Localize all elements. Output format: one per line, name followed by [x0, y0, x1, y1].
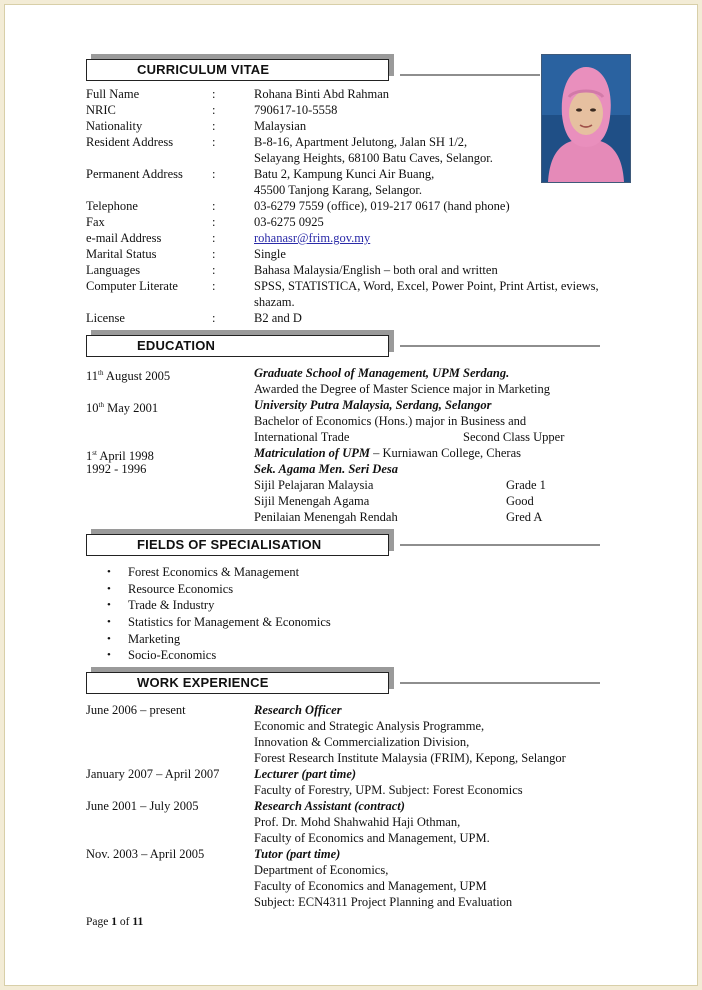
- education-detail: Bachelor of Economics (Hons.) major in Business and: [254, 414, 527, 428]
- work-title: Research Officer: [254, 703, 342, 717]
- colon: :: [212, 135, 216, 149]
- work-detail: Faculty of Economics and Management, UPM.: [254, 831, 490, 845]
- value-fax: 03-6275 0925: [254, 215, 324, 229]
- work-detail: Subject: ECN4311 Project Planning and Evaluation: [254, 895, 513, 909]
- work-detail: Innovation & Commercialization Division,: [254, 735, 470, 749]
- work-detail: Faculty of Economics and Management, UPM: [254, 879, 487, 893]
- work-detail: Faculty of Forestry, UPM. Subject: Forest Economics: [254, 783, 523, 797]
- education-date: 10th May 2001: [86, 401, 159, 416]
- exam-grade: Grade 1: [506, 478, 546, 492]
- colon: :: [212, 247, 216, 261]
- colon: :: [212, 215, 216, 229]
- work-date: June 2006 – present: [86, 703, 186, 717]
- education-institution: Sek. Agama Men. Seri Desa: [254, 462, 398, 476]
- list-item: Statistics for Management & Economics: [128, 615, 331, 629]
- bullet-icon: •: [107, 583, 111, 595]
- education-institution: University Putra Malaysia, Serdang, Selangor: [254, 398, 492, 412]
- exam-name: Penilaian Menengah Rendah: [254, 510, 398, 524]
- label-computer-literate: Computer Literate: [86, 279, 178, 293]
- value-languages: Bahasa Malaysia/English – both oral and written: [254, 263, 498, 277]
- exam-name: Sijil Menengah Agama: [254, 494, 370, 508]
- label-fax: Fax: [86, 215, 105, 229]
- section-header-education: EDUCATION: [86, 335, 389, 357]
- section-rule: [400, 682, 600, 684]
- value-resident-address-line1: B-8-16, Apartment Jelutong, Jalan SH 1/2,: [254, 135, 468, 149]
- bullet-icon: •: [107, 633, 111, 645]
- work-detail: Department of Economics,: [254, 863, 389, 877]
- colon: :: [212, 119, 216, 133]
- list-item: Marketing: [128, 632, 181, 646]
- label-nationality: Nationality: [86, 119, 143, 133]
- education-institution: Graduate School of Management, UPM Serdang.: [254, 366, 510, 380]
- profile-photo: [541, 54, 631, 183]
- work-detail: Economic and Strategic Analysis Programme,: [254, 719, 485, 733]
- value-permanent-address-line1: Batu 2, Kampung Kunci Air Buang,: [254, 167, 435, 181]
- list-item: Socio-Economics: [128, 648, 217, 662]
- work-title: Research Assistant (contract): [254, 799, 405, 813]
- section-rule: [400, 74, 540, 76]
- bullet-icon: •: [107, 566, 111, 578]
- education-date: 11th August 2005: [86, 369, 171, 384]
- bullet-icon: •: [107, 599, 111, 611]
- work-detail: Forest Research Institute Malaysia (FRIM), Kepong, Selangor: [254, 751, 566, 765]
- profile-photo-image: [542, 55, 630, 182]
- value-nric: 790617-10-5558: [254, 103, 338, 117]
- colon: :: [212, 279, 216, 293]
- list-item: Forest Economics & Management: [128, 565, 300, 579]
- label-full-name: Full Name: [86, 87, 140, 101]
- bullet-icon: •: [107, 649, 111, 661]
- colon: :: [212, 263, 216, 277]
- colon: :: [212, 167, 216, 181]
- value-marital-status: Single: [254, 247, 286, 261]
- page-number: Page 1 of 11: [86, 916, 144, 928]
- label-resident-address: Resident Address: [86, 135, 174, 149]
- email-link[interactable]: rohanasr@frim.gov.my: [254, 231, 371, 245]
- value-resident-address-line2: Selayang Heights, 68100 Batu Caves, Selangor.: [254, 151, 493, 165]
- list-item: Trade & Industry: [128, 598, 215, 612]
- colon: :: [212, 103, 216, 117]
- label-languages: Languages: [86, 263, 141, 277]
- work-date: January 2007 – April 2007: [86, 767, 220, 781]
- work-title: Lecturer (part time): [254, 767, 357, 781]
- section-rule: [400, 544, 600, 546]
- label-license: License: [86, 311, 125, 325]
- education-institution: Matriculation of UPM – Kurniawan College, Cheras: [254, 446, 522, 460]
- list-item: Resource Economics: [128, 582, 234, 596]
- colon: :: [212, 311, 216, 325]
- value-license: B2 and D: [254, 311, 302, 325]
- work-detail: Prof. Dr. Mohd Shahwahid Haji Othman,: [254, 815, 461, 829]
- colon: :: [212, 87, 216, 101]
- label-marital-status: Marital Status: [86, 247, 157, 261]
- exam-grade: Good: [506, 494, 534, 508]
- value-telephone: 03-6279 7559 (office), 019-217 0617 (hand phone): [254, 199, 510, 213]
- education-detail: Awarded the Degree of Master Science major in Marketing: [254, 382, 550, 396]
- label-email: e-mail Address: [86, 231, 162, 245]
- value-computer-literate-line2: shazam.: [254, 295, 295, 309]
- colon: :: [212, 231, 216, 245]
- bullet-icon: •: [107, 616, 111, 628]
- work-date: June 2001 – July 2005: [86, 799, 199, 813]
- value-nationality: Malaysian: [254, 119, 307, 133]
- section-header-work: WORK EXPERIENCE: [86, 672, 389, 694]
- education-date: 1992 - 1996: [86, 462, 147, 476]
- education-class: Second Class Upper: [463, 430, 565, 444]
- section-rule: [400, 345, 600, 347]
- value-computer-literate-line1: SPSS, STATISTICA, Word, Excel, Power Point, Print Artist, eviews,: [254, 279, 599, 293]
- education-detail: International Trade: [254, 430, 350, 444]
- work-date: Nov. 2003 – April 2005: [86, 847, 205, 861]
- section-header-fields: FIELDS OF SPECIALISATION: [86, 534, 389, 556]
- colon: :: [212, 199, 216, 213]
- section-header-cv: CURRICULUM VITAE: [86, 59, 389, 81]
- education-date: 1st April 1998: [86, 449, 154, 464]
- exam-grade: Gred A: [506, 510, 543, 524]
- label-nric: NRIC: [86, 103, 116, 117]
- label-telephone: Telephone: [86, 199, 138, 213]
- work-title: Tutor (part time): [254, 847, 341, 861]
- value-full-name: Rohana Binti Abd Rahman: [254, 87, 390, 101]
- exam-name: Sijil Pelajaran Malaysia: [254, 478, 374, 492]
- value-permanent-address-line2: 45500 Tanjong Karang, Selangor.: [254, 183, 422, 197]
- label-permanent-address: Permanent Address: [86, 167, 183, 181]
